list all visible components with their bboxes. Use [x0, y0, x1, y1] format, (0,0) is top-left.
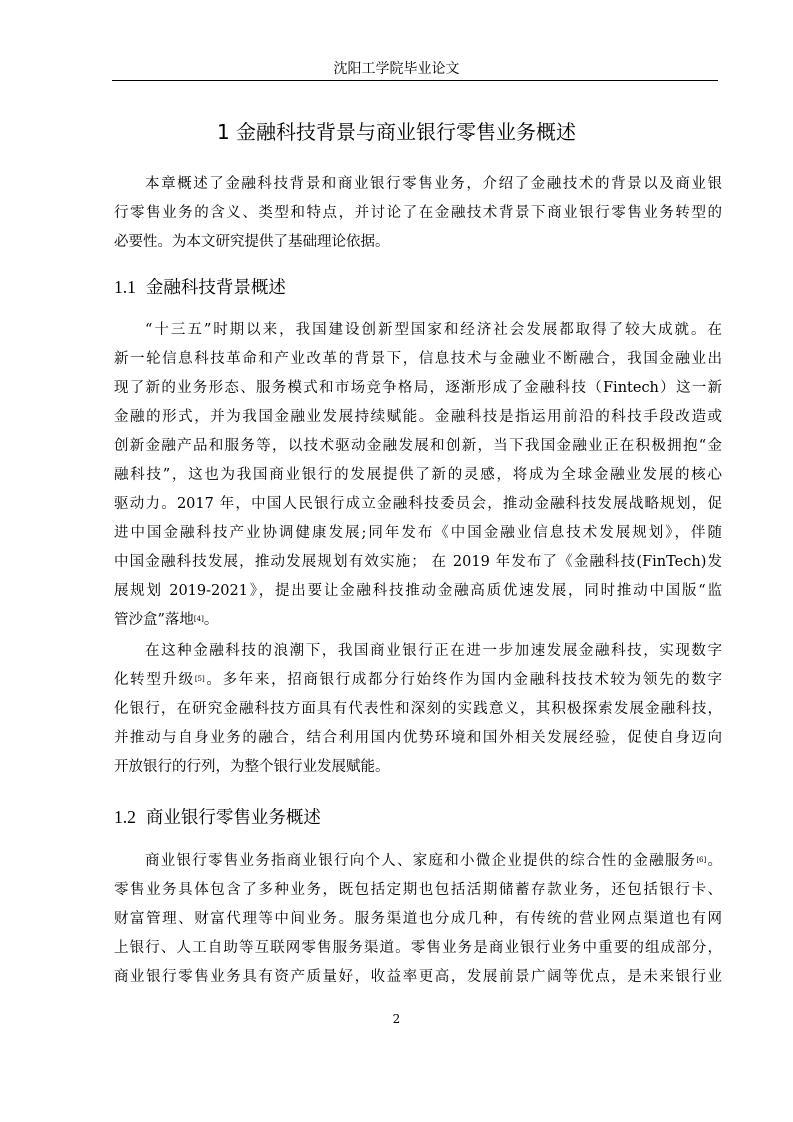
- header-rule: [112, 80, 718, 81]
- section-number: 1.1: [114, 277, 136, 297]
- paragraph-line: 新一轮信息科技革命和产业改革的背景下，信息技术与金融业不断融合，我国金融业出: [114, 351, 722, 367]
- paragraph-line: 现了新的业务形态、服务模式和市场竞争格局，逐渐形成了金融科技（Fintech）这一新: [114, 380, 722, 396]
- citation: [6]: [696, 856, 707, 864]
- intro-line: 必要性。为本文研究提供了基础理论依据。: [114, 234, 390, 250]
- paragraph-line: 融科技”，这也为我国商业银行的发展提供了新的灵感，将成为全球金融业发展的核心: [114, 467, 722, 483]
- page-number: 2: [392, 1012, 401, 1026]
- paragraph-line: 创新金融产品和服务等，以技术驱动金融发展和创新，当下我国金融业正在积极拥抱“金: [114, 438, 722, 454]
- intro-line: 行零售业务的含义、类型和特点，并讨论了在金融技术背景下商业银行零售业务转型的: [114, 205, 722, 221]
- paragraph-line: 化银行，在研究金融科技方面具有代表性和深刻的实践意义，其积极探索发展金融科技，: [114, 701, 722, 717]
- citation: [4]: [193, 615, 204, 623]
- section-number: 1.2: [114, 807, 136, 827]
- paragraph-line: 在这种金融科技的浪潮下，我国商业银行正在进一步加速发展金融科技，实现数字: [145, 643, 722, 659]
- section-heading-1-2: [114, 805, 321, 830]
- paragraph-line: [114, 610, 722, 630]
- paragraph-line: [114, 670, 722, 690]
- running-header: 沈阳工学院毕业论文: [333, 61, 460, 77]
- paragraph-line: 驱动力。2017 年，中国人民银行成立金融科技委员会，推动金融科技发展战略规划，促: [114, 496, 722, 512]
- section-heading-1-1: [114, 275, 286, 300]
- paragraph-line: 展规划 2019-2021》，提出要让金融科技推动金融高质优速发展，同时推动中国版“监: [114, 583, 722, 599]
- intro-line: 本章概述了金融科技背景和商业银行零售业务，介绍了金融技术的背景以及商业银: [145, 176, 722, 192]
- text-run: 。多年来，招商银行成都分行始终作为国内金融科技技术较为领先的数字: [204, 672, 723, 688]
- paragraph-line: 并推动与自身业务的融合，结合利用国内优势环境和国外相关发展经验，促使自身迈向: [114, 730, 722, 746]
- paragraph-line: 上银行、人工自助等互联网零售服务渠道。零售业务是商业银行业务中重要的组成部分，: [114, 940, 722, 956]
- paragraph-line: 零售业务具体包含了多种业务，既包括定期也包括活期储蓄存款业务，还包括银行卡、: [114, 882, 722, 898]
- text-run: 化转型升级: [114, 672, 195, 688]
- text-run: 管沙盒”落地: [114, 612, 194, 628]
- text-run: 商业银行零售业务指商业银行向个人、家庭和小微企业提供的综合性的金融服务: [145, 853, 697, 869]
- paragraph-line: “十三五”时期以来，我国建设创新型国家和经济社会发展都取得了较大成就。在: [145, 322, 722, 338]
- paragraph-line: 进中国金融科技产业协调健康发展;同年发布《中国金融业信息技术发展规划》，伴随: [114, 525, 722, 541]
- text-run: 。: [203, 612, 219, 628]
- section-title-text: 金融科技背景概述: [145, 278, 286, 298]
- section-title-text: 商业银行零售业务概述: [145, 808, 321, 828]
- paragraph-line: 财富管理、财富代理等中间业务。服务渠道也分成几种，有传统的营业网点渠道也有网: [114, 911, 722, 927]
- paragraph-line: 金融的形式，并为我国金融业发展持续赋能。金融科技是指运用前沿的科技手段改造或: [114, 409, 722, 425]
- paragraph-line: 商业银行零售业务具有资产质量好，收益率更高，发展前景广阔等优点，是未来银行业: [114, 969, 722, 985]
- paragraph-line: 开放银行的行列，为整个银行业发展赋能。: [114, 759, 390, 775]
- citation: [5]: [194, 675, 205, 683]
- paragraph-line: 中国金融科技发展，推动发展规划有效实施； 在 2019 年发布了《金融科技(FinTech)发: [114, 554, 722, 570]
- paragraph-line: [145, 851, 722, 871]
- text-run: 。: [706, 853, 723, 869]
- chapter-title: 1 金融科技背景与商业银行零售业务概述: [216, 120, 577, 144]
